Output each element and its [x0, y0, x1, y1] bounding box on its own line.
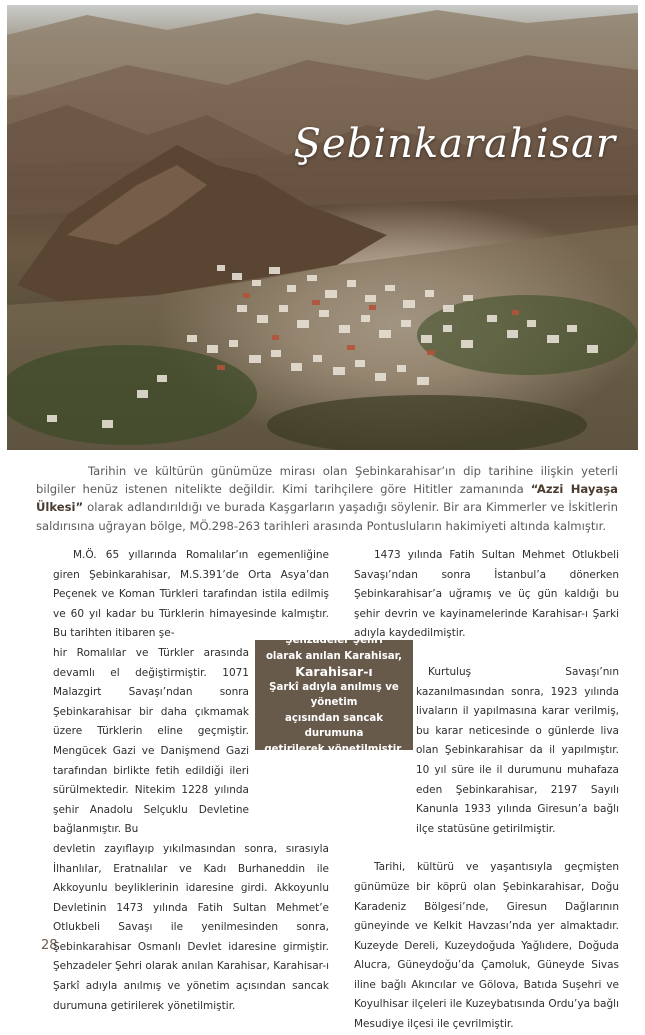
- right-paragraph-3: Tarihi, kültürü ve yaşantısıyla geçmişten günümüze bir köprü olan Şebinkarahisar, Doğu Karadeniz Bölgesi’nde, Giresun Dağlarının güneyinde ve Kelkit Havzası’nda yer almaktadır. Kuzeyde Dereli, Kuzeydoğuda Yağlıdere, Doğuda Alucra, Güneydoğu’da Çamoluk, Güneyde Sivas iline bağlı Akıncılar ve Gölova, Batıda Suşehri ve Koyulhisar ilçeleri ile Kuzeybatısında Ordu’ya bağlı Mesudiye ilçesi ile çevrilmiştir.: [354, 861, 619, 1031]
- pull-quote-line-1: Şehzadeler Şehri: [285, 635, 383, 646]
- intro-text-1: Tarihin ve kültürün günümüze mirası olan Şebinkarahisar’ın dip tarihine ilişkin yeterli bilgiler henüz istenen nitelikte değildir. Kimi tarihçilere göre Hititler zamanında: [36, 464, 618, 497]
- left-paragraph-narrow: hir Romalılar ve Türkler arasında devamlı el değiştirmiştir. 1071 Malazgirt Savaşı’ndan sonra Şebinkarahisar bir daha çıkmamak üzere Türklerin eline geçmiştir. Mengücek Gazi ve Danişmend Gazi tarafından birlikte fetih edildiği ileri sürülmektedir. Nitekim 1228 yılında şehir Anadolu Selçuklu Devletine bağlanmıştır. Bu: [53, 646, 249, 836]
- pull-quote-line-4: Şarkî adıyla anılmış ve yönetim: [269, 681, 399, 708]
- right-column: [354, 546, 619, 1035]
- page-number: 28: [41, 938, 58, 953]
- pull-quote-line-6: getirilerek yönetilmiştir.: [264, 743, 404, 755]
- right-paragraph-1: 1473 yılında Fatih Sultan Mehmet Otlukbeli Savaşı’ndan sonra İstanbul’a dönerken Şebinkarahisar’a uğramış ve üç gün kaldığı bu şehir devrin ve kayinamelerinde Karahisar-ı Şarki adıyla kaydedilmiştir.: [354, 549, 619, 640]
- pull-quote-line-2: olarak anılan Karahisar,: [265, 650, 403, 662]
- left-paragraph-rest: devletin zayıflayıp yıkılmasından sonra, sırasıyla İlhanlılar, Eratnalılar ve Kadı Burhaneddin ile Akkoyunlu beyliklerinin idaresine girdi. Akkoyunlu Devletinin 1473 yılında Fatih Sultan Mehmet’e Otlukbeli Savaşı ile yenilmesinden sonra, Şebinkarahisar Osmanlı Devlet idaresine girmiştir. Şehzadeler Şehri olarak anılan Karahisar, Karahisar-ı Şarkî adıyla anılmış ve yönetim açısından sancak durumuna getirilerek yönetilmiştir.: [53, 842, 329, 1012]
- intro-highlight: “Azzi Hayaşa Ülkesi”: [36, 482, 618, 515]
- pull-quote-line-3: Karahisar-ı: [295, 664, 373, 679]
- left-paragraph-full: M.Ö. 65 yıllarında Romalılar’ın egemenliğine giren Şebinkarahisar, M.S.391’de Orta Asya’dan Peçenek ve Koman Türkleri tarafından istila edilmiş ve 60 yıl kadar bu Türklerin himayesinde kalmıştır. Bu tarihten itibaren şe-: [53, 549, 329, 640]
- left-paragraph-1: [53, 546, 329, 1016]
- pull-quote-line-5: açısından sancak durumuna: [284, 712, 384, 739]
- intro-text-2: olarak adlandırıldığı ve burada Kaşgarların yaşadığı söylenir. Bir ara Kimmerler ve İskitlerin saldırısına uğrayan bölge, MÖ.298-263 tarihleri arasında Pontusluların hakimiyeti altında kalmıştır.: [36, 500, 618, 533]
- hero-photo: [7, 5, 638, 450]
- aerial-town-photo-icon: [7, 5, 638, 450]
- intro-paragraph: [36, 462, 618, 535]
- left-column: [53, 546, 329, 1016]
- right-paragraph-2: Kurtuluş Savaşı’nın kazanılmasından sonra, 1923 yılında livaların il yapılmasına karar verilmiş, bu karar neticesinde o günlerde liva olan Şebinkarahisar da il yapılmıştır. 10 yıl süre ile il durumunu muhafaza eden Şebinkarahisar, 2197 Sayılı Kanunla 1933 yılında Giresun’a bağlı ilçe statüsüne getirilmiştir.: [416, 665, 619, 835]
- hero-title: Şebinkarahisar: [293, 121, 616, 167]
